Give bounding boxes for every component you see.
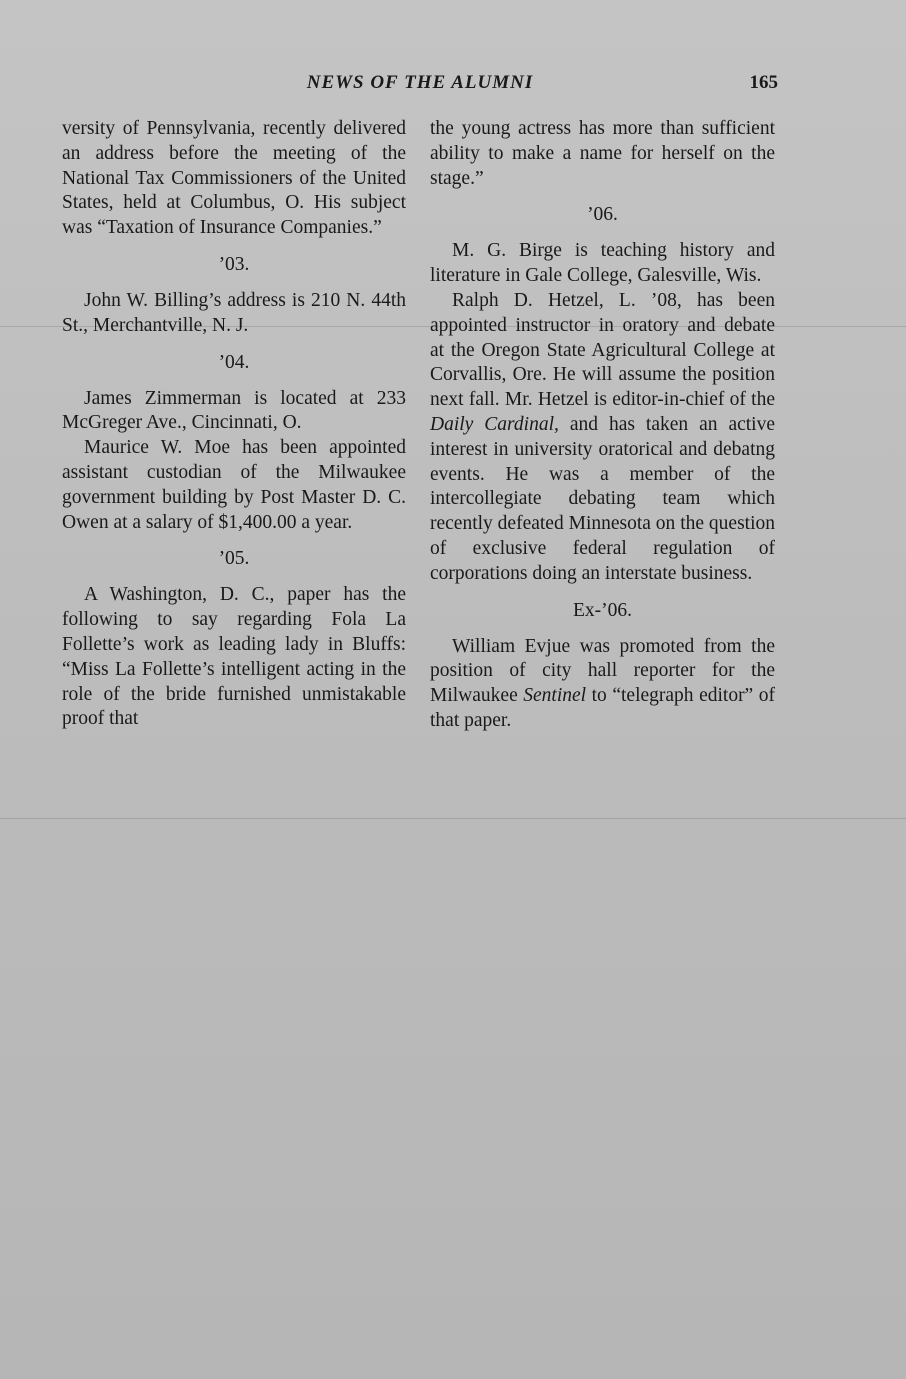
page-header (62, 72, 778, 102)
left-column (62, 117, 406, 732)
paragraph-moe: Maurice W. Moe has been appointed assistant custodian of the Milwaukee government building by Post Master D. C. Owen at a salary of $1,400.00 a year. (62, 437, 406, 533)
paragraph-billing: John W. Billing’s address is 210 N. 44th St., Merchantville, N. J. (62, 289, 406, 336)
running-title: NEWS OF THE ALUMNI (306, 72, 534, 93)
paragraph-actress-continued: the young actress has more than sufficient ability to make a name for herself on the stage.” (430, 118, 775, 189)
daily-cardinal-title: Daily Cardinal, (430, 413, 559, 435)
paragraph-birge: M. G. Birge is teaching history and literature in Gale College, Galesville, Wis. (430, 240, 775, 287)
class-heading-ex-06: Ex-’06. (572, 599, 633, 621)
paragraph-zimmerman: James Zimmerman is located at 233 McGreger Ave., Cincinnati, O. (62, 387, 406, 434)
sentinel-title: Sentinel (523, 685, 587, 707)
paragraph-hetzel (430, 289, 775, 587)
paragraph-tax-commission: versity of Pennsylvania, recently delivered an address before the meeting of the National Tax Commissioners of the United States, held at Columbus, O. His subject was “Taxation of Insurance Companies.” (62, 118, 406, 239)
hetzel-text-a: Ralph D. Hetzel, L. ’08, has been appointed instructor in oratory and debate at the Oregon State Agricultural College at Corvallis, Ore. He will assume the position next fall. Mr. Hetzel is editor-in-chief of the (430, 289, 775, 411)
page-number: 165 (749, 72, 778, 93)
evjue-text-b: to “telegraph editor” of that paper. (430, 685, 775, 731)
right-column (430, 117, 775, 734)
fold-line-lower (0, 818, 906, 819)
class-heading-05: ’05. (218, 548, 250, 570)
class-heading-03: ’03. (218, 253, 250, 275)
paragraph-la-follette: A Washington, D. C., paper has the following to say regarding Fola La Follette’s work as leading lady in Bluffs: “Miss La Follette’s intelligent acting in the role of the bride furnished unmistakable proof that (62, 584, 406, 730)
hetzel-text-b: and has taken an active interest in university oratorical and debatng events. He was a member of the intercollegiate debating team which recently defeated Minnesota on the question of exclusive federal regulation of corporations doing an interstate business. (430, 413, 775, 584)
class-heading-04: ’04. (218, 351, 250, 373)
evjue-text-a: William Evjue was promoted from the position of city hall reporter for the Milwaukee (430, 635, 775, 707)
class-heading-06: ’06. (587, 204, 618, 226)
paragraph-evjue (430, 635, 775, 734)
